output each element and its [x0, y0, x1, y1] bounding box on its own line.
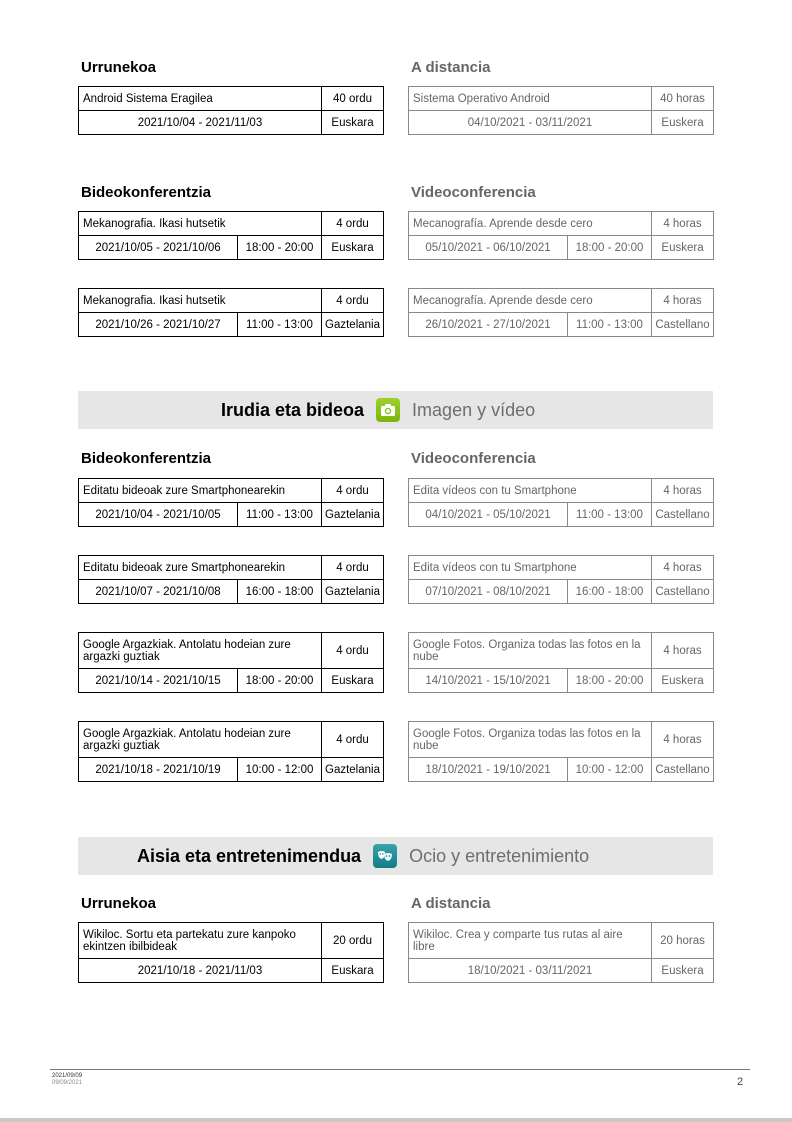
course-table [78, 721, 384, 782]
section-heading-eu: Urrunekoa [81, 895, 157, 912]
section-heading-es: A distancia [411, 59, 491, 76]
course-table [78, 211, 384, 260]
course-dates: 2021/10/18 - 2021/10/19 [79, 758, 238, 782]
course-duration: 4 ordu [322, 289, 384, 313]
course-table [78, 478, 384, 527]
course-language: Gaztelania [322, 580, 384, 604]
course-duration: 40 horas [652, 87, 714, 111]
course-dates: 2021/10/04 - 2021/10/05 [79, 503, 238, 527]
category-title-es: Imagen y vídeo [412, 399, 536, 420]
course-dates: 2021/10/14 - 2021/10/15 [79, 669, 238, 693]
course-dates: 2021/10/05 - 2021/10/06 [79, 236, 238, 260]
course-title: Android Sistema Eragilea [79, 87, 322, 111]
course-dates: 18/10/2021 - 03/11/2021 [409, 959, 652, 983]
course-table [78, 288, 384, 337]
course-language: Euskera [652, 111, 714, 135]
camera-icon [376, 398, 400, 422]
course-time: 16:00 - 18:00 [568, 580, 652, 604]
course-dates: 05/10/2021 - 06/10/2021 [409, 236, 568, 260]
category-banner [78, 391, 713, 429]
course-table [78, 86, 384, 135]
course-duration: 4 ordu [322, 556, 384, 580]
course-language: Castellano [652, 503, 714, 527]
course-language: Euskara [322, 236, 384, 260]
course-table [408, 288, 714, 337]
course-title: Mekanografia. Ikasi hutsetik [79, 212, 322, 236]
course-title: Editatu bideoak zure Smartphonearekin [79, 556, 322, 580]
course-language: Gaztelania [322, 503, 384, 527]
course-time: 18:00 - 20:00 [568, 669, 652, 693]
course-dates: 2021/10/26 - 2021/10/27 [79, 313, 238, 337]
course-language: Euskera [652, 669, 714, 693]
course-time: 18:00 - 20:00 [238, 236, 322, 260]
course-dates: 18/10/2021 - 19/10/2021 [409, 758, 568, 782]
course-time: 16:00 - 18:00 [238, 580, 322, 604]
category-title-eu: Aisia eta entretenimendua [137, 845, 362, 866]
course-duration: 4 ordu [322, 479, 384, 503]
course-title: Editatu bideoak zure Smartphonearekin [79, 479, 322, 503]
course-duration: 4 horas [652, 479, 714, 503]
course-time: 11:00 - 13:00 [568, 503, 652, 527]
course-title: Google Fotos. Organiza todas las fotos en la nube [409, 722, 652, 758]
course-language: Castellano [652, 758, 714, 782]
category-banner [78, 837, 713, 875]
course-table [78, 922, 384, 983]
course-language: Euskara [322, 111, 384, 135]
course-table [78, 555, 384, 604]
course-time: 10:00 - 12:00 [238, 758, 322, 782]
course-table [408, 632, 714, 693]
course-language: Gaztelania [322, 758, 384, 782]
section-heading-eu: Bideokonferentzia [81, 450, 212, 467]
course-dates: 04/10/2021 - 03/11/2021 [409, 111, 652, 135]
course-duration: 4 horas [652, 722, 714, 758]
course-duration: 4 ordu [322, 212, 384, 236]
course-table [408, 721, 714, 782]
category-title-eu: Irudia eta bideoa [221, 399, 365, 420]
section-heading-es: Videoconferencia [411, 184, 536, 201]
course-title: Wikiloc. Sortu eta partekatu zure kanpoko ekintzen ibilbideak [79, 923, 322, 959]
course-title: Mekanografia. Ikasi hutsetik [79, 289, 322, 313]
course-time: 11:00 - 13:00 [238, 313, 322, 337]
course-language: Castellano [652, 580, 714, 604]
section-heading-es: Videoconferencia [411, 450, 536, 467]
course-time: 10:00 - 12:00 [568, 758, 652, 782]
course-duration: 4 ordu [322, 633, 384, 669]
course-dates: 2021/10/07 - 2021/10/08 [79, 580, 238, 604]
footer-divider [50, 1069, 750, 1070]
course-duration: 4 horas [652, 212, 714, 236]
page-bottom-edge [0, 1118, 792, 1122]
course-time: 11:00 - 13:00 [568, 313, 652, 337]
course-time: 11:00 - 13:00 [238, 503, 322, 527]
course-title: Google Fotos. Organiza todas las fotos en la nube [409, 633, 652, 669]
course-dates: 07/10/2021 - 08/10/2021 [409, 580, 568, 604]
course-language: Castellano [652, 313, 714, 337]
course-title: Sistema Operativo Android [409, 87, 652, 111]
course-title: Mecanografía. Aprende desde cero [409, 212, 652, 236]
section-heading-eu: Bideokonferentzia [81, 184, 212, 201]
course-title: Wikiloc. Crea y comparte tus rutas al aire libre [409, 923, 652, 959]
footer-date-eu: 2021/09/09 [52, 1073, 83, 1079]
course-table [408, 922, 714, 983]
course-duration: 4 horas [652, 289, 714, 313]
course-dates: 04/10/2021 - 05/10/2021 [409, 503, 568, 527]
course-dates: 26/10/2021 - 27/10/2021 [409, 313, 568, 337]
course-duration: 4 horas [652, 556, 714, 580]
category-title-es: Ocio y entretenimiento [409, 845, 590, 866]
course-table [408, 555, 714, 604]
course-title: Mecanografía. Aprende desde cero [409, 289, 652, 313]
course-duration: 40 ordu [322, 87, 384, 111]
course-duration: 4 horas [652, 633, 714, 669]
course-time: 18:00 - 20:00 [568, 236, 652, 260]
section-heading-es: A distancia [411, 895, 491, 912]
course-table [408, 86, 714, 135]
course-duration: 20 ordu [322, 923, 384, 959]
theater-masks-icon [373, 844, 397, 868]
course-language: Euskara [322, 669, 384, 693]
course-language: Euskara [322, 959, 384, 983]
course-table [78, 632, 384, 693]
course-dates: 2021/10/18 - 2021/11/03 [79, 959, 322, 983]
course-dates: 2021/10/04 - 2021/11/03 [79, 111, 322, 135]
course-duration: 4 ordu [322, 722, 384, 758]
course-time: 18:00 - 20:00 [238, 669, 322, 693]
course-language: Euskera [652, 236, 714, 260]
course-table [408, 211, 714, 260]
course-dates: 14/10/2021 - 15/10/2021 [409, 669, 568, 693]
course-table [408, 478, 714, 527]
course-title: Google Argazkiak. Antolatu hodeian zure argazki guztiak [79, 633, 322, 669]
page-number: 2 [737, 1076, 744, 1088]
course-title: Edita vídeos con tu Smartphone [409, 556, 652, 580]
section-heading-eu: Urrunekoa [81, 59, 157, 76]
course-duration: 20 horas [652, 923, 714, 959]
footer-date-es: 09/09/2021 [52, 1080, 83, 1086]
course-title: Google Argazkiak. Antolatu hodeian zure argazki guztiak [79, 722, 322, 758]
course-language: Gaztelania [322, 313, 384, 337]
course-language: Euskera [652, 959, 714, 983]
course-title: Edita vídeos con tu Smartphone [409, 479, 652, 503]
